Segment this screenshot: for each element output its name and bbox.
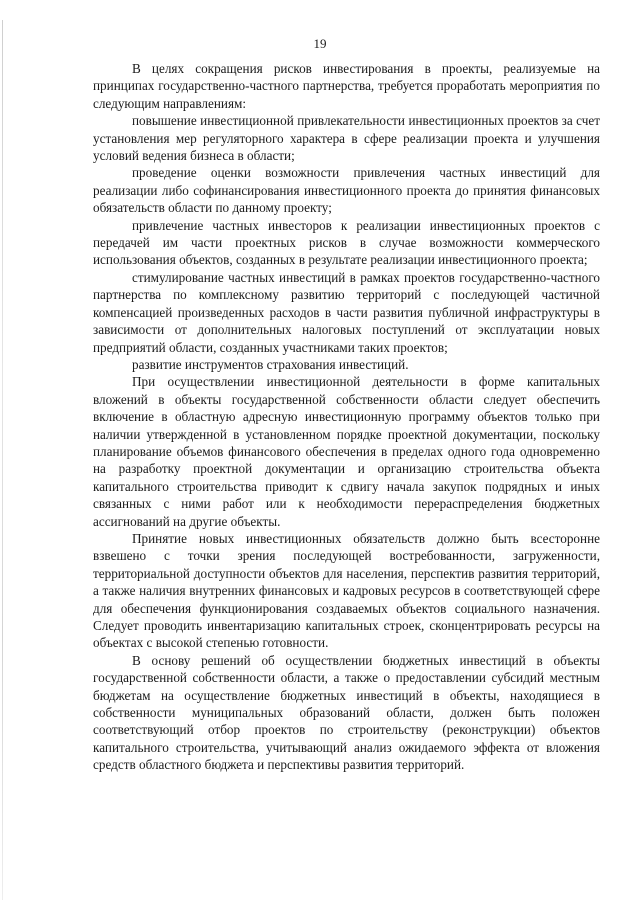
paragraph-private-investors: привлечение частных инвесторов к реализации инвестиционных проектов с передачей им части проектных рисков в случае возможности коммерческого использования объектов, созданных в результате реализации инвестиционного проекта; (93, 217, 600, 268)
page-number: 19 (313, 36, 327, 51)
paragraph-stimulation: стимулирование частных инвестиций в рамках проектов государственно-частного партнерства по комплексному развитию территорий с последующей частичной компенсацией произведенных расходов в части развития публичной инфраструктуры в зависимости от дополнительных налоговых поступлений от эксплуатации новых предприятий области, созданных участниками таких проектов; (93, 269, 600, 355)
paragraph-insurance: развитие инструментов страхования инвестиций. (132, 356, 409, 372)
document-body (93, 60, 600, 774)
scan-edge-line (2, 20, 3, 900)
paragraph-assessment: проведение оценки возможности привлечения частных инвестиций для реализации либо софинансирования инвестиционного проекта до принятия финансовых обязательств области по данному проекту; (93, 165, 600, 216)
paragraph-risk-intro: В целях сокращения рисков инвестирования в проекты, реализуемые на принципах государственно-частного партнерства, требуется проработать мероприятия по следующим направлениям: (93, 61, 600, 111)
paragraph-budget-decisions: В основу решений об осуществлении бюджетных инвестиций в объекты государственной собственности области, а также о предоставлении субсидий местным бюджетам на осуществление бюджетных инвестиций в объекты, находящиеся в собственности муниципальных образований области, должен быть положен соответствующий отбор проектов по строительству (реконструкции) объектов капитального строительства, учитывающий анализ ожидаемого эффекта от вложения средств областного бюджета и перспективы развития территорий. (93, 652, 600, 773)
paragraph-capital-investments: При осуществлении инвестиционной деятельности в форме капитальных вложений в объекты государственной собственности области следует обеспечить включение в областную адресную инвестиционную программу объектов только при наличии утвержденной в установленном порядке проектной документации, поскольку планирование объемов финансового обеспечения в пределах одного года одновременно на разработку проектной документации и организацию строительства объекта капитального строительства приводит к сдвигу начала закупок подрядных и иных связанных с ними работ или к необходимости перераспределения бюджетных ассигнований на другие объекты. (93, 374, 600, 529)
paragraph-attractiveness: повышение инвестиционной привлекательности инвестиционных проектов за счет установления мер регуляторного характера в сфере реализации проекта и улучшения условий ведения бизнеса в области; (93, 113, 600, 164)
paragraph-new-obligations: Принятие новых инвестиционных обязательств должно быть всесторонне взвешено с точки зрения последующей востребованности, загруженности, территориальной доступности объектов для населения, перспектив развития территорий, а также наличия внутренних финансовых и кадровых ресурсов в соответствующей сфере для обеспечения функционирования создаваемых объектов социального назначения. Следует проводить инвентаризацию капитальных строек, сконцентрировать ресурсы на объектах с высокой степенью готовности. (93, 530, 600, 651)
